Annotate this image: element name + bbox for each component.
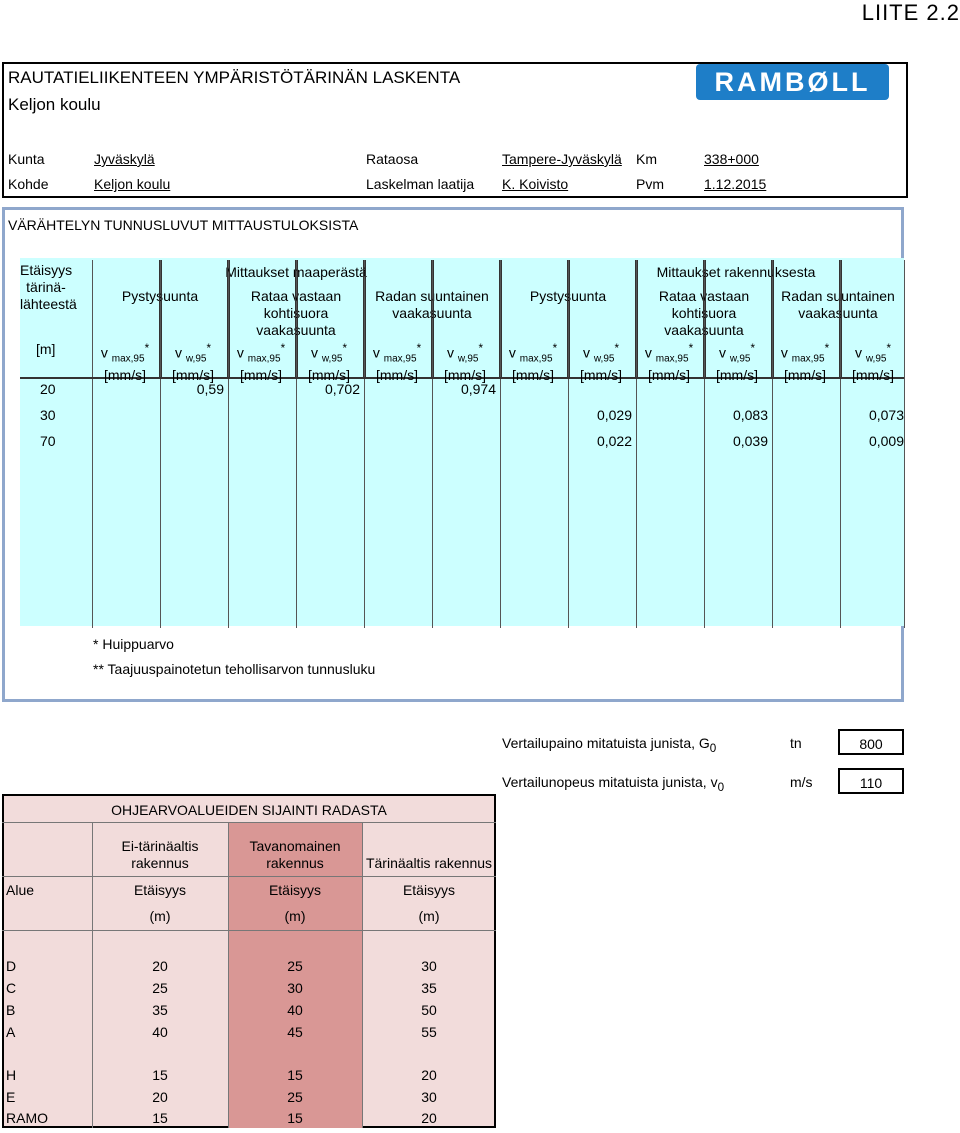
footnote-weighted: ** Taajuuspainotetun tehollisarvon tunnusluku <box>93 661 376 677</box>
vw95-header: v $_{w,95}$* [mm/s] <box>580 342 622 384</box>
value-laatija: K. Koivisto <box>502 176 569 192</box>
col-non-sensitive: Ei-tärinäaltis rakennus <box>121 838 199 871</box>
distance-value: 20 <box>152 958 168 974</box>
distance-value: 25 <box>287 1089 303 1105</box>
distance-value: 25 <box>287 958 303 974</box>
unit-1: (m) <box>149 908 171 924</box>
area-code: E <box>6 1089 16 1105</box>
distance-value: 15 <box>287 1110 303 1126</box>
area-code: D <box>6 958 17 974</box>
distance-value: 40 <box>287 1002 303 1018</box>
table-cell-b-vw-perp: 0,039 <box>732 433 768 449</box>
report-subtitle: Keljon koulu <box>8 95 101 114</box>
distance-value: 30 <box>287 980 303 996</box>
value-kunta: Jyväskylä <box>94 151 155 167</box>
distance-value: 15 <box>152 1110 168 1126</box>
label-pvm: Pvm <box>636 176 664 192</box>
area-code: H <box>6 1067 17 1083</box>
table-cell-b-vw-vert: 0,029 <box>596 407 632 423</box>
distance-table-title: OHJEARVOALUEIDEN SIJAINTI RADASTA <box>111 802 387 818</box>
distance-value: 20 <box>152 1089 168 1105</box>
unit-2: (m) <box>284 908 306 924</box>
group-ground: Mittaukset maaperästä <box>225 264 367 280</box>
vmax95-header: v $_{max,95}$* [mm/s] <box>508 342 558 384</box>
ref-weight-label: Vertailupaino mitatuista junista, $G_0$ <box>502 735 717 755</box>
distance-value: 20 <box>421 1110 437 1126</box>
report-title: RAUTATIELIIKENTEEN YMPÄRISTÖTÄRINÄN LASKENTA <box>8 68 461 87</box>
label-kohde: Kohde <box>8 176 49 192</box>
dist-label-2: Etäisyys <box>268 882 322 898</box>
ground-vertical: Pystysuunta <box>121 288 199 304</box>
ref-weight-unit: tn <box>790 735 802 751</box>
value-km: 338+000 <box>704 151 759 167</box>
ref-speed-label: Vertailunopeus mitatuista junista, $v_0$ <box>502 774 725 794</box>
distance-header: Etäisyys tärinä- lähteestä <box>20 262 77 312</box>
table-cell-b-vw-along: 0,009 <box>868 433 904 449</box>
area-label: Alue <box>6 882 35 898</box>
row-distance: 30 <box>40 407 56 423</box>
building-along: Radan suuntainen vaakasuunta <box>781 288 895 321</box>
label-laatija: Laskelman laatija <box>366 176 475 192</box>
vw95-header: v $_{w,95}$* [mm/s] <box>172 342 214 384</box>
distance-value: 30 <box>421 1089 437 1105</box>
table-cell-g-vw-along: 0,974 <box>460 381 496 397</box>
area-code: A <box>6 1024 16 1040</box>
ref-speed-unit: m/s <box>790 774 813 790</box>
distance-value: 40 <box>152 1024 168 1040</box>
table-cell-g-vw-vert: 0,59 <box>196 381 224 397</box>
ramboll-logo: RAMBØLL <box>696 64 889 100</box>
vw95-header: v $_{w,95}$* [mm/s] <box>444 342 486 384</box>
label-km: Km <box>636 151 657 167</box>
distance-value: 45 <box>287 1024 303 1040</box>
value-pvm: 1.12.2015 <box>704 176 767 192</box>
unit-3: (m) <box>418 908 440 924</box>
vw95-header: v $_{w,95}$* [mm/s] <box>716 342 758 384</box>
vmax95-header: v $_{max,95}$* [mm/s] <box>644 342 694 384</box>
vmax95-header: v $_{max,95}$* [mm/s] <box>236 342 286 384</box>
ref-weight-value[interactable]: 800 <box>838 729 904 755</box>
group-building: Mittaukset rakennuksesta <box>656 264 816 280</box>
distance-value: 15 <box>152 1067 168 1083</box>
distance-value: 35 <box>152 1002 168 1018</box>
area-code: C <box>6 980 17 996</box>
vmax95-header: v $_{max,95}$* [mm/s] <box>100 342 150 384</box>
appendix-label: LIITE 2.2 <box>861 0 960 25</box>
row-distance: 70 <box>40 433 56 449</box>
label-rataosa: Rataosa <box>366 151 419 167</box>
vw95-header: v $_{w,95}$* [mm/s] <box>308 342 350 384</box>
label-kunta: Kunta <box>8 151 45 167</box>
distance-value: 55 <box>421 1024 437 1040</box>
area-code: B <box>6 1002 16 1018</box>
distance-value: 15 <box>287 1067 303 1083</box>
ground-along: Radan suuntainen vaakasuunta <box>375 288 489 321</box>
distance-unit: [m] <box>36 341 56 357</box>
vmax95-header: v $_{max,95}$* [mm/s] <box>780 342 830 384</box>
dist-label-3: Etäisyys <box>402 882 456 898</box>
distance-value: 35 <box>421 980 437 996</box>
distance-value: 20 <box>421 1067 437 1083</box>
vw95-header: v $_{w,95}$* [mm/s] <box>852 342 894 384</box>
table-cell-b-vw-along: 0,073 <box>868 407 904 423</box>
table-cell-b-vw-vert: 0,022 <box>596 433 632 449</box>
col-sensitive: Tärinäaltis rakennus <box>365 855 493 871</box>
ground-perpendicular: Rataa vastaan kohtisuora vaakasuunta <box>250 288 342 338</box>
row-distance: 20 <box>40 381 56 397</box>
footnote-peak: * Huippuarvo <box>93 636 174 652</box>
table-cell-b-vw-perp: 0,083 <box>732 407 768 423</box>
table-cell-g-vw-perp: 0,702 <box>324 381 360 397</box>
building-perpendicular: Rataa vastaan kohtisuora vaakasuunta <box>658 288 750 338</box>
vibration-title: VÄRÄHTELYN TUNNUSLUVUT MITTAUSTULOKSISTA <box>8 217 359 233</box>
value-kohde: Keljon koulu <box>94 176 171 192</box>
distance-value: 30 <box>421 958 437 974</box>
col-normal: Tavanomainen rakennus <box>249 838 341 871</box>
area-code: RAMO <box>6 1110 48 1126</box>
ref-speed-value[interactable]: 110 <box>838 768 904 794</box>
distance-value: 50 <box>421 1002 437 1018</box>
value-rataosa: Tampere-Jyväskylä <box>502 151 622 167</box>
distance-value: 25 <box>152 980 168 996</box>
building-vertical: Pystysuunta <box>529 288 607 304</box>
vmax95-header: v $_{max,95}$* [mm/s] <box>372 342 422 384</box>
dist-label-1: Etäisyys <box>133 882 187 898</box>
